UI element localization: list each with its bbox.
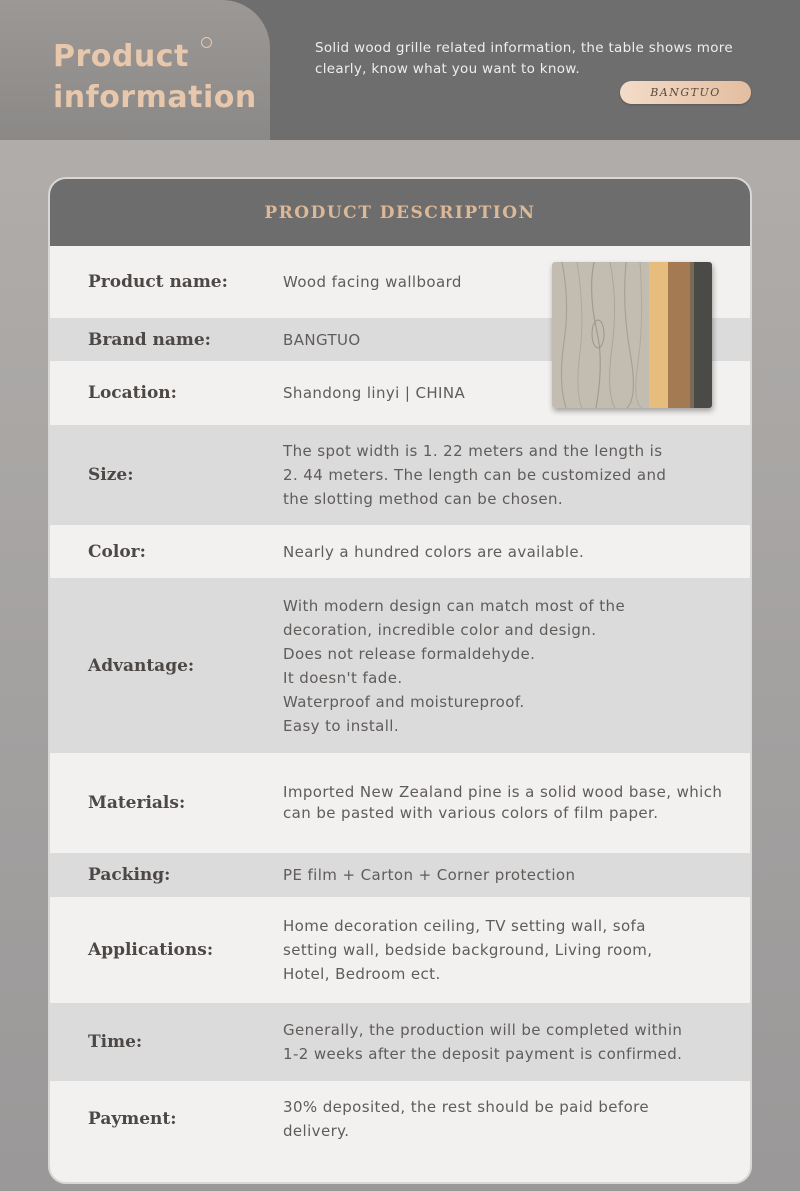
row-value [283,897,726,1003]
row-label: Brand name: [88,329,211,350]
decorative-circle-icon [201,37,212,48]
row-label: Packing: [88,865,171,885]
row-payment [50,1081,750,1157]
row-value [283,425,726,525]
row-label: Size: [88,465,134,485]
row-value-line: Hotel, Bedroom ect. [283,965,441,983]
row-applications [50,897,750,1003]
row-value-line: With modern design can match most of the [283,596,626,615]
row-advantage [50,578,750,753]
row-time [50,1003,750,1081]
row-label: Payment: [88,1109,177,1129]
sample-board-3 [668,262,690,408]
row-value-line: the slotting method can be chosen. [283,490,564,508]
row-size [50,425,750,525]
wood-grain-texture [552,262,712,408]
row-value-line: BANGTUO [283,330,361,349]
row-value-paragraph: Imported New Zealand pine is a solid wood base, which can be pasted with various colors of film paper. [283,783,723,822]
row-value [283,578,726,753]
card-header [50,179,750,246]
row-packing [50,853,750,897]
row-label: Product name: [88,272,228,292]
row-value [283,1003,726,1081]
row-value [283,853,726,897]
row-value-line: decoration, incredible color and design. [283,620,597,639]
row-value-line: Wood facing wallboard [283,273,462,291]
row-value-line: Waterproof and moistureproof. [283,692,525,711]
sample-board-1 [552,262,649,408]
row-value [283,525,726,578]
row-value-line: Easy to install. [283,716,400,735]
sample-board-2 [649,262,668,408]
header-description: Solid wood grille related information, the table shows more clearly, know what you want to know. [315,40,733,77]
row-value-line: Home decoration ceiling, TV setting wall, sofa [283,917,646,935]
product-description-card [48,177,752,1184]
brand-badge: BANGTUO [620,81,751,104]
row-value-line: It doesn't fade. [283,668,403,687]
page-title [53,36,257,118]
sample-board-5 [694,262,712,408]
page-title-line1: Product [53,39,189,74]
row-label: Applications: [88,940,214,960]
row-label: Materials: [88,793,186,813]
row-materials [50,753,750,853]
row-label: Location: [88,383,177,403]
row-value-line: PE film + Carton + Corner protection [283,866,576,884]
row-value [283,753,726,853]
row-value [283,1081,726,1157]
header-title-tab [0,0,270,140]
row-label: Color: [88,541,146,562]
row-value-line: Shandong linyi | CHINA [283,384,466,402]
row-value-line: setting wall, bedside background, Living room, [283,941,653,959]
row-label: Time: [88,1032,143,1052]
row-value-line: The spot width is 1. 22 meters and the length is [283,442,663,460]
row-value-line: Generally, the production will be completed within [283,1021,683,1039]
card-title: PRODUCT DESCRIPTION [264,202,536,223]
row-value-line: 2. 44 meters. The length can be customized and [283,466,667,484]
row-value-line: 30% deposited, the rest should be paid before [283,1098,650,1116]
row-label: Advantage: [88,655,195,676]
row-value-line: 1-2 weeks after the deposit payment is confirmed. [283,1045,683,1063]
page-title-line2: information [53,80,257,115]
row-color [50,525,750,578]
header-banner [0,0,800,140]
row-value-line: Does not release formaldehyde. [283,644,536,663]
row-value-line: delivery. [283,1122,350,1140]
row-value-line: Nearly a hundred colors are available. [283,542,585,561]
wood-sample-image [552,262,712,408]
sample-board-4 [690,262,694,408]
